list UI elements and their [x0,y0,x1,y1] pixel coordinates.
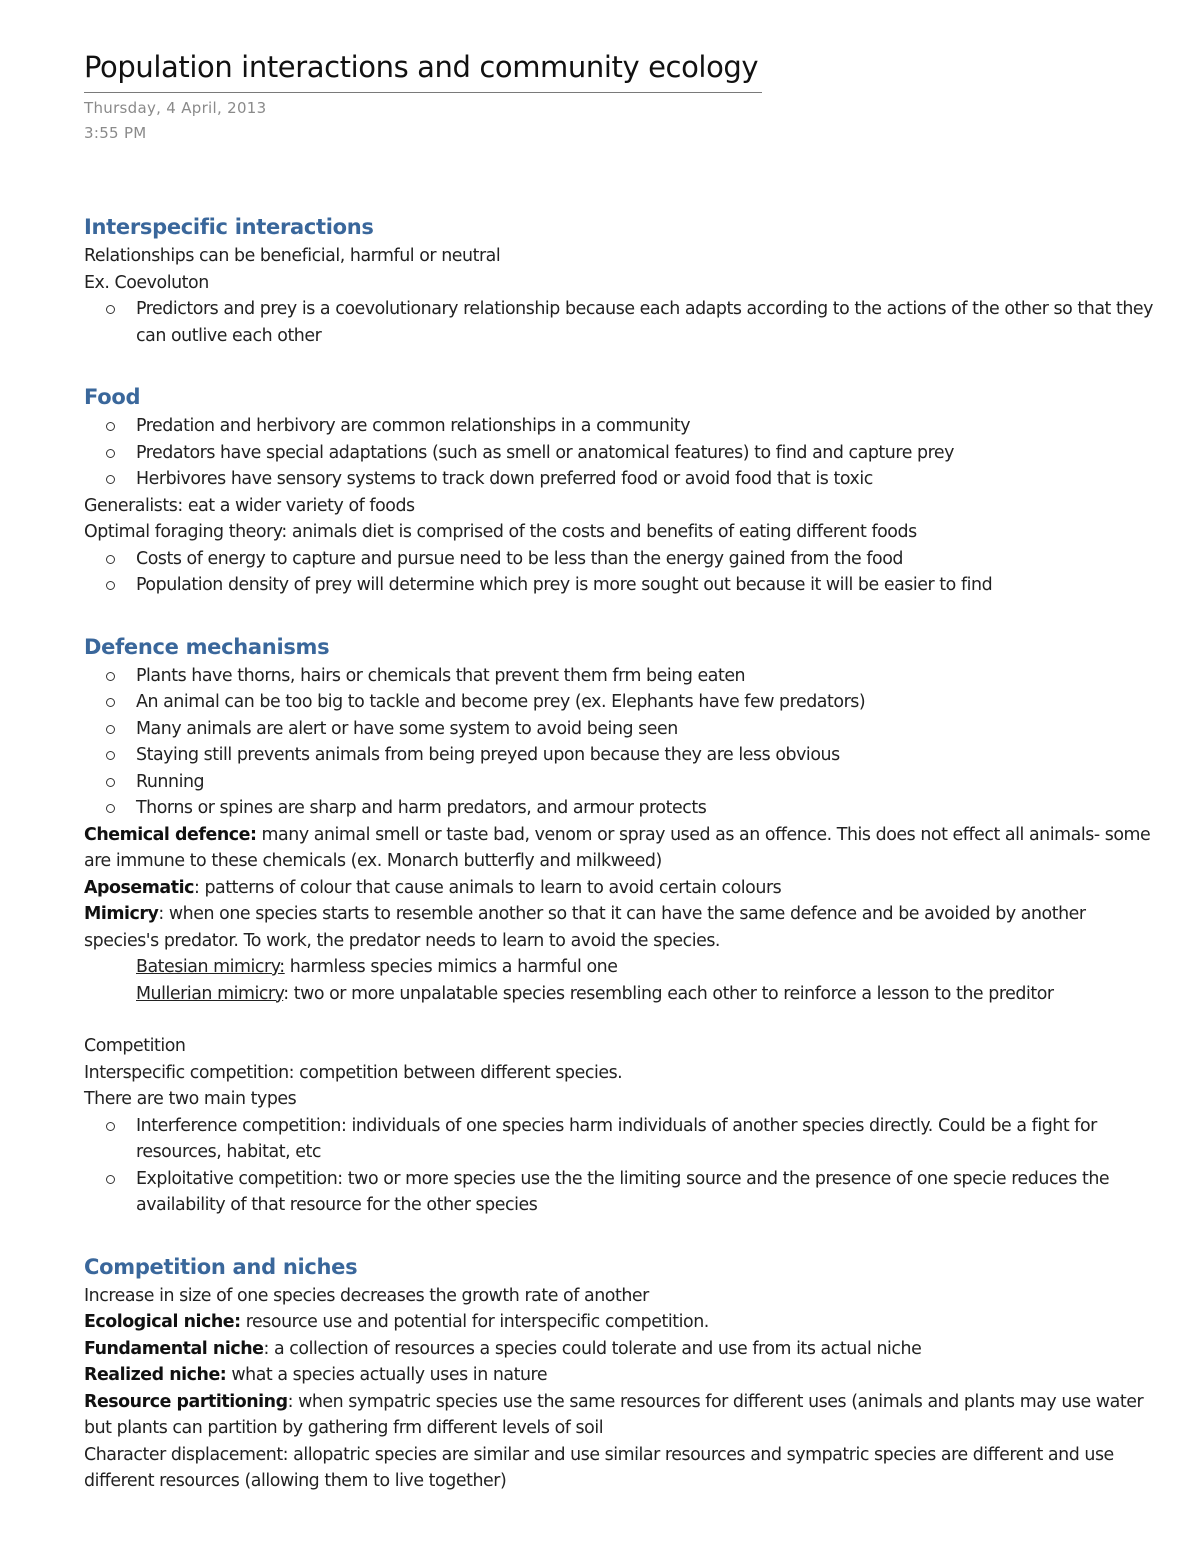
definition-ecological-niche: Ecological niche: resource use and potential for interspecific competition. [84,1312,709,1332]
bullet-circle-icon [106,422,115,431]
text-line: Optimal foraging theory: animals diet is comprised of the costs and benefits of eating different foods [84,522,917,542]
term: Chemical defence: [84,824,257,845]
bullet-circle-icon [106,449,115,458]
definition-fundamental-niche: Fundamental niche: a collection of resources a species could tolerate and use from its actual niche [84,1338,922,1359]
definition-aposematic: Aposematic: patterns of colour that cause animals to learn to avoid certain colours [84,877,782,898]
page-title: Population interactions and community ecology [84,48,762,93]
bullet-item: Herbivores have sensory systems to track down preferred food or avoid food that is toxic [84,466,1164,493]
bullet-circle-icon [106,778,115,787]
bullet-circle-icon [106,804,115,813]
note-time: 3:55 PM [84,124,147,142]
bullet-item: An animal can be too big to tackle and become prey (ex. Elephants have few predators) [84,689,1164,716]
definition-chemical-defence: Chemical defence: many animal smell or taste bad, venom or spray used as an offence. This does not effect all animals- some are immune to these chemicals (ex. Monarch butterfly and milkweed) [84,824,1151,871]
bullet-circle-icon [106,475,115,484]
definition-realized-niche: Realized niche: what a species actually uses in nature [84,1365,548,1385]
bullet-item: Predators have special adaptations (such as smell or anatomical features) to find and capture prey [84,440,1164,467]
bullet-circle-icon [106,725,115,734]
bullet-circle-icon [106,555,115,564]
heading-defence-mechanisms: Defence mechanisms [84,634,330,659]
bullet-item: Predictors and prey is a coevolutionary relationship because each adapts according to the actions of the other so that they can outlive each other [84,296,1164,349]
bullet-item: Running [84,769,1164,796]
heading-competition-and-niches: Competition and niches [84,1254,358,1279]
text-line: There are two main types [84,1089,297,1109]
text-line: Character displacement: allopatric species are similar and use similar resources and sympatric species are different and use different resources (allowing them to live together) [84,1444,1114,1491]
term: Mimicry [84,904,159,924]
subheading-competition: Competition [84,1036,186,1056]
definition-mimicry: Mimicry: when one species starts to resemble another so that it can have the same defence and be avoided by another species's predator. To work, the predator needs to learn to avoid the species. [84,904,1086,951]
term: Ecological niche: [84,1312,241,1332]
text-line: Interspecific competition: competition between different species. [84,1062,623,1083]
bullet-circle-icon [106,672,115,681]
bullet-item: Many animals are alert or have some system to avoid being seen [84,716,1164,743]
heading-food: Food [84,385,141,409]
bullet-item: Population density of prey will determine which prey is more sought out because it will be easier to find [84,572,1164,599]
bullet-item: Interference competition: individuals of one species harm individuals of another species directly. Could be a fight for resources, habitat, etc [84,1113,1164,1166]
bullet-item: Predation and herbivory are common relationships in a community [84,413,1164,440]
text-line: Ex. Coevoluton [84,272,209,293]
bullet-circle-icon [106,305,115,314]
note-body [84,211,1164,1495]
text-line: Relationships can be beneficial, harmful or neutral [84,246,501,266]
bullet-item: Staying still prevents animals from being preyed upon because they are less obvious [84,742,1164,769]
term: Fundamental niche [84,1338,264,1359]
definition-mullerian-mimicry: Mullerian mimicry: two or more unpalatable species resembling each other to reinforce a lesson to the preditor [136,983,1054,1004]
bullet-circle-icon [106,1122,115,1131]
bullet-item: Costs of energy to capture and pursue need to be less than the energy gained from the food [84,546,1164,573]
bullet-circle-icon [106,581,115,590]
definition-resource-partitioning: Resource partitioning: when sympatric species use the same resources for different uses (animals and plants may use water but plants can partition by gathering frm different levels of soil [84,1391,1144,1438]
bullet-circle-icon [106,751,115,760]
term: Realized niche: [84,1365,227,1385]
bullet-item: Exploitative competition: two or more species use the the limiting source and the presence of one specie reduces the availability of that resource for the other species [84,1166,1164,1219]
bullet-circle-icon [106,698,115,707]
bullet-item: Thorns or spines are sharp and harm predators, and armour protects [84,795,1164,822]
term: Mullerian mimicry [136,983,284,1004]
term: Aposematic [84,877,194,898]
bullet-circle-icon [106,1175,115,1184]
text-line: Increase in size of one species decreases the growth rate of another [84,1285,649,1306]
heading-interspecific-interactions: Interspecific interactions [84,215,374,239]
definition-batesian-mimicry: Batesian mimicry: harmless species mimics a harmful one [136,957,618,977]
bullet-item: Plants have thorns, hairs or chemicals that prevent them frm being eaten [84,663,1164,690]
note-date: Thursday, 4 April, 2013 [84,99,267,117]
text-line: Generalists: eat a wider variety of foods [84,495,415,516]
term: Batesian mimicry: [136,957,285,977]
term: Resource partitioning [84,1391,288,1412]
